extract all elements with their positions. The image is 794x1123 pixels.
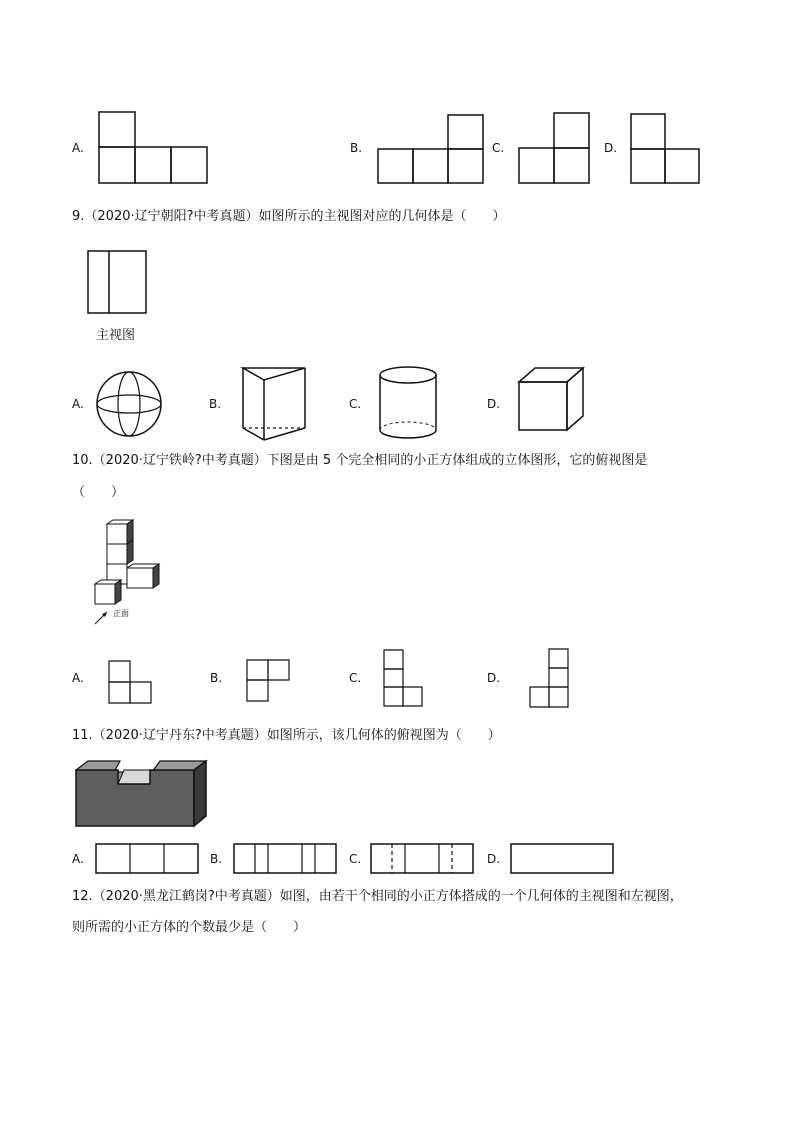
q11-option-c-label: C. (349, 852, 362, 866)
q9-option-b-label: B. (209, 397, 222, 411)
q10-stem-line1: 10.（2020·辽宁铁岭?中考真题）下图是由 5 个完全相同的小正方体组成的立体图形，它的俯视图是 (72, 453, 648, 468)
q8-option-c-label: C. (492, 141, 505, 155)
q11-option-a-label: A. (72, 852, 84, 866)
q11-notched-block-figure (74, 760, 208, 828)
q8-option-d-figure (630, 113, 700, 184)
q11-option-b-label: B. (210, 852, 223, 866)
cube-icon (517, 366, 585, 434)
q10-option-b-label: B. (210, 671, 223, 685)
q9-figure-caption: 主视图 (96, 328, 136, 343)
q10-option-c-label: C. (349, 671, 362, 685)
q11-option-b-figure (233, 843, 337, 874)
q11-option-d-figure (510, 843, 614, 874)
q12-stem-line1: 12.（2020·黑龙江鹤岗?中考真题）如图，由若干个相同的小正方体搭成的一个几何体的主视图和左视图， (72, 889, 683, 904)
q11-option-a-figure (95, 843, 199, 874)
q9-option-d-label: D. (487, 397, 501, 411)
q10-front-label: 正面 (113, 609, 129, 618)
q10-option-d-figure (529, 648, 569, 708)
q10-option-a-figure (108, 660, 152, 704)
q9-stem: 9.（2020·辽宁朝阳?中考真题）如图所示的主视图对应的几何体是（ ） (72, 209, 506, 224)
q10-option-a-label: A. (72, 671, 84, 685)
q11-stem: 11.（2020·辽宁丹东?中考真题）如图所示，该几何体的俯视图为（ ） (72, 728, 501, 743)
q12-stem-line2: 则所需的小正方体的个数最少是（ ） (72, 920, 307, 935)
q8-option-b-label: B. (350, 141, 363, 155)
q10-option-c-figure (383, 649, 423, 707)
triangular-prism-icon (240, 366, 308, 442)
q9-option-a-label: A. (72, 397, 84, 411)
q11-option-c-figure (370, 843, 474, 874)
cylinder-icon (378, 366, 438, 440)
q8-option-c-figure (518, 112, 590, 184)
q9-front-view-figure (87, 250, 147, 314)
q11-option-d-label: D. (487, 852, 501, 866)
q8-option-a-label: A. (72, 141, 84, 155)
sphere-icon (95, 370, 163, 438)
q10-option-d-label: D. (487, 671, 501, 685)
q8-option-d-label: D. (604, 141, 618, 155)
q10-stem-line2: （ ） (72, 485, 125, 500)
q10-option-b-figure (246, 659, 290, 702)
q8-option-b-figure (377, 114, 485, 184)
q8-option-a-figure (98, 111, 208, 184)
q9-option-c-label: C. (349, 397, 362, 411)
